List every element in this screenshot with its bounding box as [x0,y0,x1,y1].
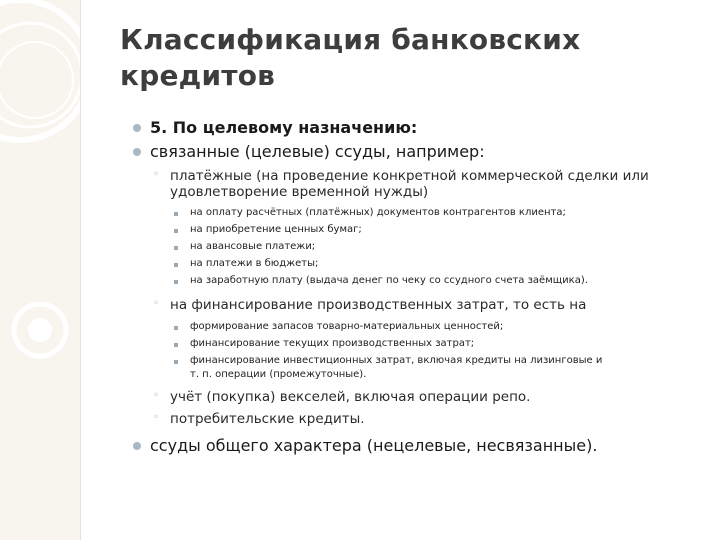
sub-item-consumer: потребительские кредиты. [170,411,365,427]
bullet-icon [133,148,141,156]
small-bullet-icon [174,212,178,216]
small-bullet-icon [174,343,178,347]
sub-bullet-icon: ◦ [153,412,159,423]
slide-title: Классификация банковских кредитов [120,23,581,92]
sub-sub-item: на оплату расчётных (платёжных) документов контрагентов клиента; [190,207,566,218]
list-item-bound-loans: связанные (целевые) ссуды, например: [150,142,485,161]
sub-sub-item: на авансовые платежи; [190,241,316,252]
sub-item-bills: учёт (покупка) векселей, включая операции репо. [170,389,531,405]
list-item-purpose: 5. По целевому назначению: [150,118,418,137]
small-bullet-icon [174,229,178,233]
bullet-icon [133,442,141,450]
sub-sub-item: на заработную плату (выдача денег по чеку со ссудного счета заёмщика). [190,275,588,286]
sub-sub-item: на приобретение ценных бумаг; [190,224,362,235]
small-bullet-icon [174,263,178,267]
sub-bullet-icon: ◦ [153,298,159,309]
bullet-icon [133,124,141,132]
list-item-general-loans: ссуды общего характера (нецелевые, несвязанные). [150,436,598,455]
small-bullet-icon [174,326,178,330]
sub-sub-item: формирование запасов товарно-материальных ценностей; [190,321,504,332]
sub-sub-item: финансирование инвестиционных затрат, включая кредиты на лизинговые и т. п. операции (промежуточные). [190,355,603,380]
sub-sub-item: на платежи в бюджеты; [190,258,319,269]
sub-bullet-icon: ◦ [153,390,159,401]
small-bullet-icon [174,360,178,364]
sub-bullet-icon: ◦ [153,169,159,180]
small-bullet-icon [174,280,178,284]
sub-item-payment: платёжные (на проведение конкретной коммерческой сделки или удовлетворение временной нужды) [170,168,649,200]
decorative-circles-graphic [0,0,80,540]
small-bullet-icon [174,246,178,250]
sub-sub-item: финансирование текущих производственных затрат; [190,338,475,349]
decorative-side-panel [0,0,81,540]
sub-item-financing: на финансирование производственных затрат, то есть на [170,297,587,313]
